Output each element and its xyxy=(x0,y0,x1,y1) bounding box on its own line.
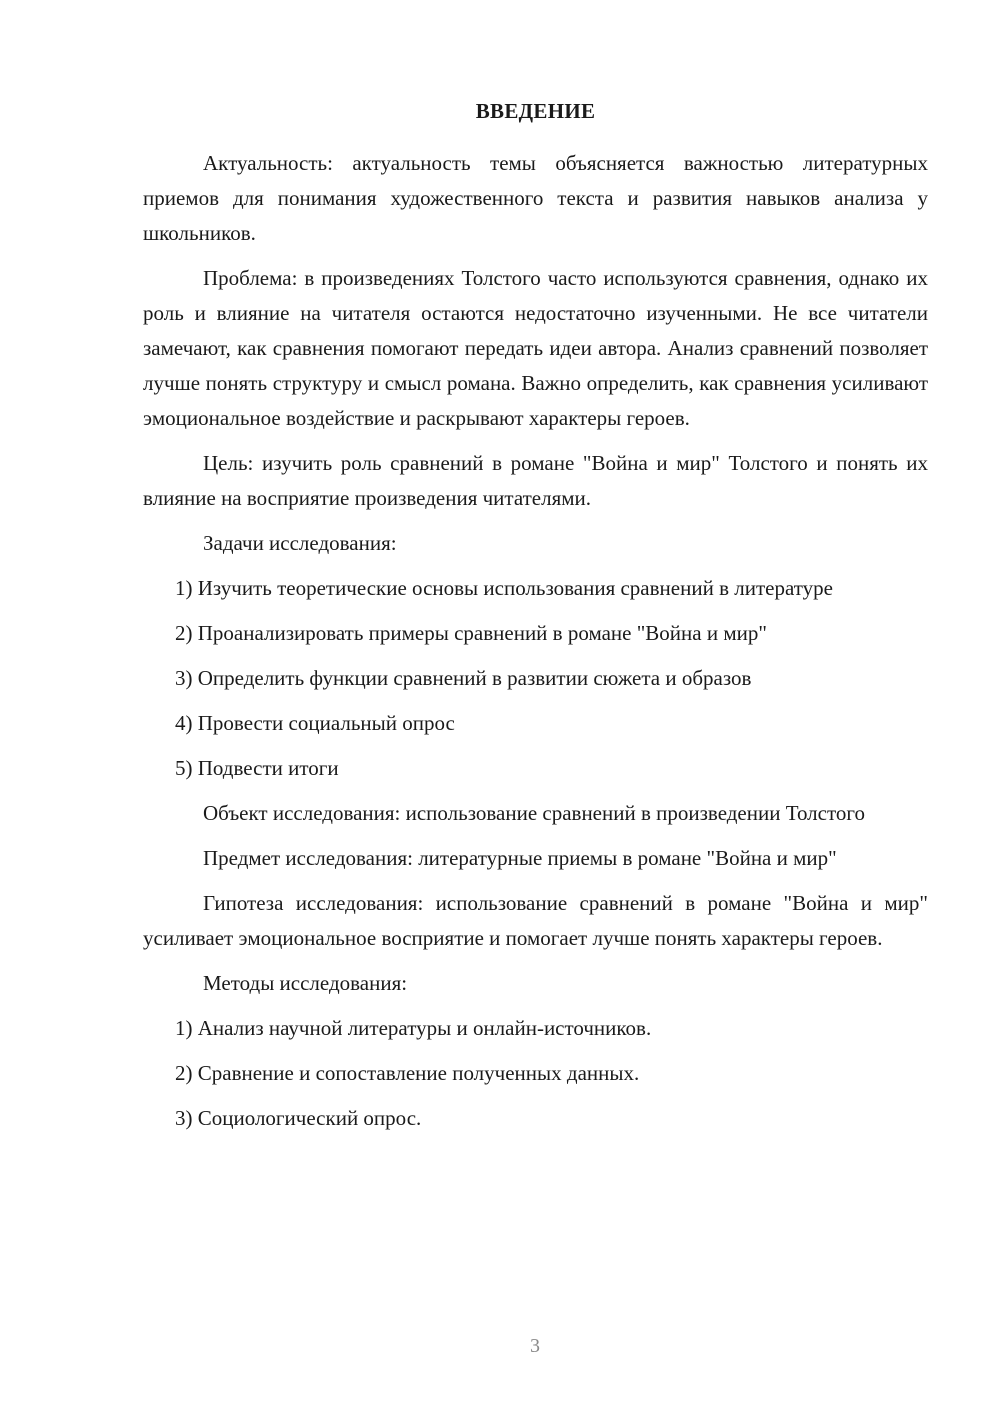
task-item-2: 2) Проанализировать примеры сравнений в романе "Война и мир" xyxy=(175,621,767,645)
section-title: ВВЕДЕНИЕ xyxy=(475,99,596,123)
problem-paragraph: Проблема: в произведениях Толстого часто используются сравнения, однако их роль и влияние на читателя остаются недостаточно изученными. Не все читатели замечают, как сравнения помогают передать идеи автора. Анализ сравнений позволяет лучше понять структуру и смысл романа. Важно определить, как сравнения усиливают эмоциональное воздействие и раскрывают характеры героев. xyxy=(143,266,928,430)
relevance-paragraph: Актуальность: актуальность темы объясняется важностью литературных приемов для понимания художественного текста и развития навыков анализа у школьников. xyxy=(143,151,928,245)
task-item-5: 5) Подвести итоги xyxy=(175,756,339,780)
subject-paragraph: Предмет исследования: литературные приемы в романе "Война и мир" xyxy=(203,846,837,870)
tasks-heading: Задачи исследования: xyxy=(203,531,397,555)
goal-paragraph: Цель: изучить роль сравнений в романе "Война и мир" Толстого и понять их влияние на восприятие произведения читателями. xyxy=(143,451,928,510)
task-item-3: 3) Определить функции сравнений в развитии сюжета и образов xyxy=(175,666,752,690)
hypothesis-paragraph: Гипотеза исследования: использование сравнений в романе "Война и мир" усиливает эмоциональное восприятие и помогает лучше понять характеры героев. xyxy=(143,891,928,950)
task-item-4: 4) Провести социальный опрос xyxy=(175,711,455,735)
page-content xyxy=(143,96,928,1146)
object-paragraph: Объект исследования: использование сравнений в произведении Толстого xyxy=(203,801,865,825)
methods-heading: Методы исследования: xyxy=(203,971,408,995)
method-item-1: 1) Анализ научной литературы и онлайн-источников. xyxy=(175,1016,652,1040)
page-number: 3 xyxy=(530,1335,540,1357)
task-item-1: 1) Изучить теоретические основы использования сравнений в литературе xyxy=(175,576,833,600)
method-item-2: 2) Сравнение и сопоставление полученных данных. xyxy=(175,1061,640,1085)
method-item-3: 3) Социологический опрос. xyxy=(175,1106,422,1130)
